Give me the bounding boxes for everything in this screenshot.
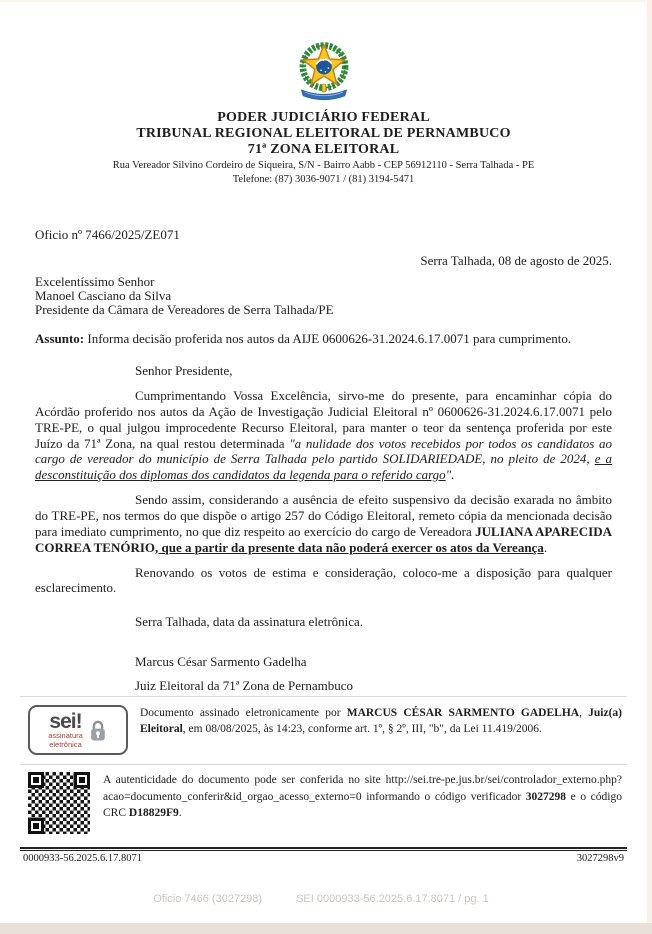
sei-logo xyxy=(48,711,83,749)
statement-run: A autenticidade do documento pode ser conferida no site http://sei.tre-pe.jus.br/sei/controlador_externo.php?acao=documento_conferir&id_orgao_acesso_externo=0 informando o código verificador xyxy=(103,774,622,803)
statement-run: . xyxy=(178,807,182,820)
statement-run: , em 08/08/2025, às 14:23, conforme art. 1º, § 2º, III, "b", da Lei 11.419/2006. xyxy=(182,723,542,736)
paragraph-run: Sendo assim, considerando a ausência de efeito suspensivo da decisão exarada no âmbito do TRE-PE, nos termos do que dispõe o artigo 257 do Código Eleitoral, remeto cópia da mencionada decisão para imediato cumprimento, no que diz respeito ao exercício do cargo de Vereadora xyxy=(35,492,612,539)
sei-logo-word: sei! xyxy=(49,709,82,733)
body-paragraph-1 xyxy=(35,388,612,483)
document-footer xyxy=(20,853,627,864)
recipient-name: Manoel Casciano da Silva xyxy=(35,287,172,303)
org-name-line3: 71ª ZONA ELEITORAL xyxy=(247,142,400,158)
qr-finder-pattern xyxy=(74,772,90,788)
signature-statement xyxy=(140,705,622,738)
org-name-line2: TRIBUNAL REGIONAL ELEITORAL DE PERNAMBUCO xyxy=(136,126,511,142)
paragraph-run: ". xyxy=(445,467,455,483)
paragraph-run: . xyxy=(543,539,548,555)
signer-name-bold: MARCUS CÉSAR SARMENTO GADELHA xyxy=(346,707,580,719)
verification-row xyxy=(20,765,627,834)
qr-finder-pattern xyxy=(28,818,44,834)
verification-statement xyxy=(103,772,622,822)
recipient-title: Presidente da Câmara de Vereadores de Serra Talhada/PE xyxy=(35,301,334,317)
statement-run: Documento assinado eletronicamente por xyxy=(140,707,347,719)
date-line: Serra Talhada, 08 de agosto de 2025. xyxy=(420,252,612,268)
address-line: Rua Vereador Silvino Cordeiro de Siqueira, S/N - Bairro Aabb - CEP 56912110 - Serra Talhada - PE xyxy=(112,159,535,171)
paragraph-run-bold-underline: , que a partir da presente data não poderá exercer os atos da Vereança xyxy=(155,539,544,555)
reference-number: Oficio nº 7466/2025/ZE071 xyxy=(35,226,180,242)
viewer-footer-document-label: Oficio 7466 (3027298) xyxy=(153,893,263,905)
page-edge-right xyxy=(647,0,652,923)
paragraph-run: Cumprimentando Vossa Excelência, sirvo-me do presente, para encaminhar cópia do Acórdão proferido nos autos da Ação de Investigação Judicial Eleitoral nº 0600626-31.2024.6.17.0071 pelo TRE-PE, o qual julgou improcedente Recurso Eleitoral, para manter o teor da sentença proferida por este Juízo da 71ª Zona, na qual restou determinada xyxy=(35,387,612,451)
document-version: 3027298v9 xyxy=(576,853,624,864)
double-rule xyxy=(20,847,627,851)
letter-content xyxy=(0,2,647,694)
salutation: Senhor Presidente, xyxy=(135,362,233,378)
signer-role: Juiz Eleitoral da 71ª Zona de Pernambuco xyxy=(135,678,354,694)
body-paragraph-2 xyxy=(35,492,612,555)
process-number: 0000933-56.2025.6.17.8071 xyxy=(23,853,142,864)
viewer-footer xyxy=(0,893,642,905)
paragraph-run-italic-underline: e a desconstituição dos diplomas dos candidatos da legenda para o referido cargo xyxy=(35,451,612,483)
signer-role-bold: Juiz(a) Eleitoral xyxy=(140,707,623,736)
verifier-code: 3027298 xyxy=(525,790,567,803)
sei-signature-row xyxy=(20,697,627,755)
body-paragraph-3: Renovando os votos de estima e consideração, coloco-me a disposição para qualquer esclarecimento. xyxy=(35,564,612,596)
closing-place: Serra Talhada, data da assinatura eletrônica. xyxy=(135,614,364,630)
electronic-signature-section xyxy=(20,696,627,864)
sei-logo-subtext-1: assinatura xyxy=(48,730,83,740)
crc-code: D18829F9 xyxy=(128,807,179,820)
org-name-line1: PODER JUDICIÁRIO FEDERAL xyxy=(217,110,430,125)
brazil-coat-of-arms-icon xyxy=(286,36,362,106)
subject-text: Informa decisão proferida nos autos da AIJE 0600626-31.2024.6.17.0071 para cumprimento. xyxy=(84,330,572,346)
viewer-footer-sei-page-label: SEI 0000933-56.2025.6.17.8071 / pg. 1 xyxy=(296,893,489,905)
qr-finder-pattern xyxy=(28,772,44,788)
subject-label: Assunto: xyxy=(35,330,85,346)
page-edge-bottom xyxy=(0,923,652,934)
recipient-salutation: Excelentíssimo Senhor xyxy=(35,273,155,289)
padlock-icon xyxy=(88,718,108,743)
signer-name: Marcus César Sarmento Gadelha xyxy=(135,654,307,670)
councilwoman-name: JULIANA APARECIDA CORREA TENÓRIO xyxy=(35,523,612,555)
statement-run: , xyxy=(579,707,589,719)
sei-logo-box xyxy=(28,705,128,755)
recipient-block xyxy=(35,275,612,317)
document-page xyxy=(0,2,647,923)
statement-run: e o código CRC xyxy=(103,790,622,820)
letterhead xyxy=(35,36,612,187)
qr-code xyxy=(28,772,90,834)
paragraph-run-italic: "a nulidade dos votos recebidos por todos os candidatos ao cargo de vereador do município de Serra Talhada pelo partido SOLIDARIEDADE, no pleito de 2024, xyxy=(35,435,612,467)
subject-line xyxy=(35,331,612,347)
sei-logo-subtext-2: eletrônica xyxy=(49,739,82,749)
phone-line: Telefone: (87) 3036-9071 / (81) 3194-5471 xyxy=(232,173,415,185)
